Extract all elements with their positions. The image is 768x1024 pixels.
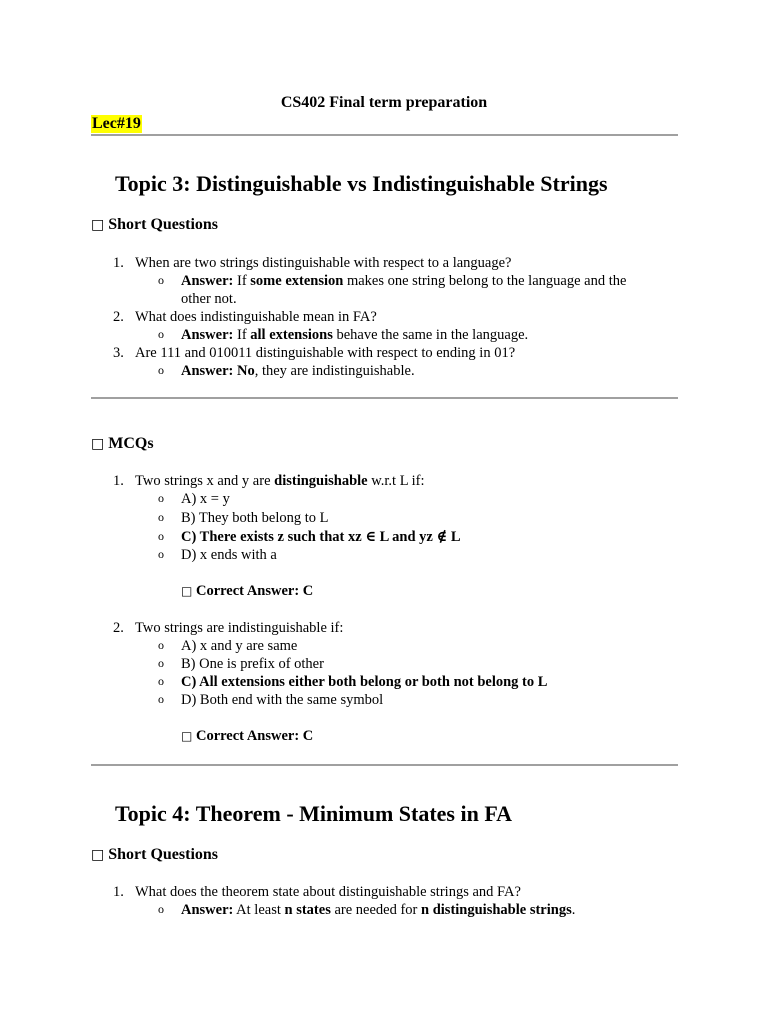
mcq-option-d: D) Both end with the same symbol (181, 692, 384, 708)
bullet-icon: o (158, 656, 164, 670)
divider (91, 397, 678, 399)
answer-text: Answer: If some extension makes one string belong to the language and the (181, 273, 627, 289)
mcq-option-a: A) x = y (181, 491, 230, 507)
mcq-option-b: B) One is prefix of other (181, 656, 324, 672)
mcq-option-a: A) x and y are same (181, 638, 298, 654)
document-title: CS402 Final term preparation (280, 94, 488, 111)
document-page: CS402 Final term preparation Lec#19 Topic 3: Distinguishable vs Indistinguishable Strings □ Short Questions 1. When are two strings distinguishable with respect to a language? o Answer: If some extension makes one string belong to the language and the other not. 2. What does indistinguishable mean in FA? o Answer: If all extensions behave the same in the language. 3. Are 111 and 010011 distinguishable with respect to ending in 01? o Answer: No, they are indistinguishable. □ MCQs 1. Two strings x and y are distinguishable w.r.t L if: o A) x = y o B) They both belong to L o C) There exists z such that xz ∈ L and yz ∉ L o D) x ends with a □ Correct Answer: C 2. Two strings are indistinguishable if: o A) x and y are same o B) One is prefix of other o C) All extensions either both belong or both not belong to L o D) Both end with the same symbol □ Correct Answer: C Topic 4: Theorem - Minimum States in FA □ Short Questions 1. What does the theorem state about distinguishable strings and FA? o Answer: At least n states are needed for n distinguishable strings. (0, 0, 768, 1024)
bullet-icon: o (158, 491, 164, 505)
bullet-icon: o (158, 327, 164, 341)
bullet-icon: o (158, 692, 164, 706)
answer-text: Answer: No, they are indistinguishable. (181, 363, 415, 379)
question-icon: □ (91, 217, 105, 233)
question-icon: □ (91, 847, 105, 863)
mcq-option-b: B) They both belong to L (181, 510, 329, 526)
topic-3-title: Topic 3: Distinguishable vs Indistinguishable Strings (115, 171, 608, 196)
check-icon: □ (181, 729, 193, 743)
mcq-question: Two strings x and y are distinguishable w.r.t L if: (135, 473, 425, 489)
answer-text-continued: other not. (181, 291, 237, 307)
mcq-question: Two strings are indistinguishable if: (135, 620, 344, 636)
check-icon: □ (181, 584, 193, 598)
short-questions-heading: □ Short Questions (91, 216, 219, 233)
answer-text: Answer: At least n states are needed for n distinguishable strings. (181, 902, 576, 918)
bullet-icon: o (158, 902, 164, 916)
bullet-icon: o (158, 674, 164, 688)
bullet-icon: o (158, 547, 164, 561)
bullet-icon: o (158, 273, 164, 287)
lecture-label: Lec#19 (92, 115, 141, 132)
bullet-icon: o (158, 638, 164, 652)
mcq-option-d: D) x ends with a (181, 547, 277, 563)
question-text: What does indistinguishable mean in FA? (135, 309, 377, 325)
answer-text: Answer: If all extensions behave the same in the language. (181, 327, 529, 343)
mcq-option-c: C) All extensions either both belong or both not belong to L (181, 674, 548, 690)
correct-answer: □ Correct Answer: C (181, 583, 314, 599)
correct-answer: □ Correct Answer: C (181, 728, 314, 744)
bullet-icon: o (158, 363, 164, 377)
question-text: What does the theorem state about distinguishable strings and FA? (135, 884, 521, 900)
question-text: When are two strings distinguishable with respect to a language? (135, 255, 512, 271)
bullet-icon: o (158, 529, 164, 543)
mcq-option-c: C) There exists z such that xz ∈ L and yz ∉ L (181, 529, 461, 545)
mcqs-heading: □ MCQs (91, 435, 154, 452)
short-questions-heading: □ Short Questions (91, 846, 219, 863)
question-icon: □ (91, 436, 105, 452)
bullet-icon: o (158, 510, 164, 524)
divider (91, 764, 678, 766)
divider (91, 134, 678, 136)
question-text: Are 111 and 010011 distinguishable with respect to ending in 01? (135, 345, 516, 361)
topic-4-title: Topic 4: Theorem - Minimum States in FA (115, 801, 513, 826)
